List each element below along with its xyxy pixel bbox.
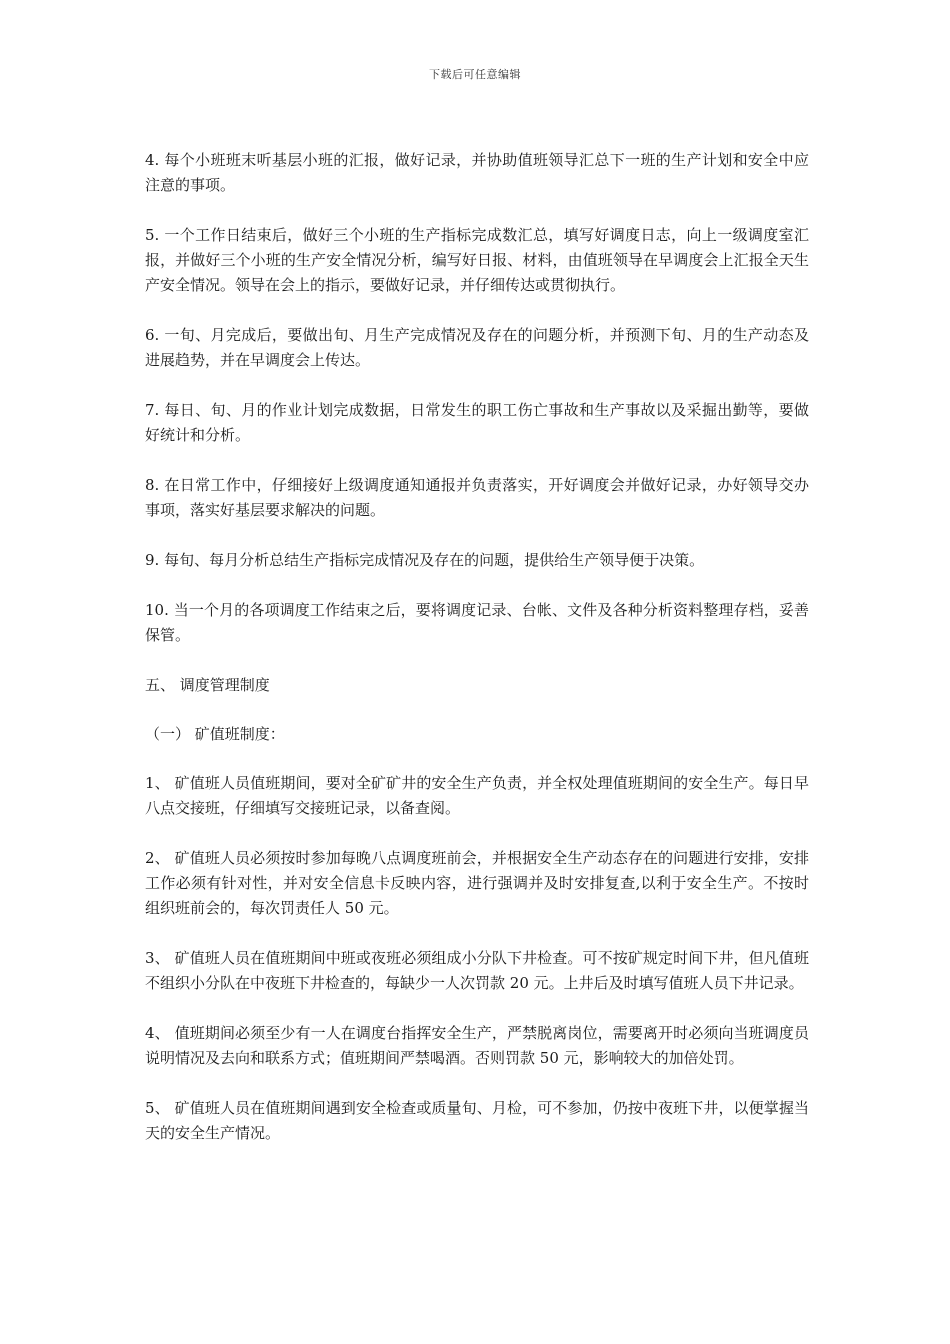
- duty-item-6: 6. 一旬、月完成后，要做出旬、月生产完成情况及存在的问题分析，并预测下旬、月的生产动态及进展趋势，并在早调度会上传达。: [145, 326, 809, 369]
- rule-item-4: 4、 值班期间必须至少有一人在调度台指挥安全生产，严禁脱离岗位，需要离开时必须向当班调度员说明情况及去向和联系方式；值班期间严禁喝酒。否则罚款 50 元，影响较大的加倍处罚。: [145, 1024, 809, 1067]
- page-header-note: 下载后可任意编辑: [429, 68, 521, 81]
- rule-item-1: 1、 矿值班人员值班期间，要对全矿矿井的安全生产负责，并全权处理值班期间的安全生产。每日早八点交接班，仔细填写交接班记录，以备查阅。: [145, 774, 809, 817]
- section-heading: 五、 调度管理制度: [145, 676, 270, 694]
- duty-item-7: 7. 每日、旬、月的作业计划完成数据，日常发生的职工伤亡事故和生产事故以及采掘出勤等，要做好统计和分析。: [145, 401, 809, 444]
- duty-item-8: 8. 在日常工作中，仔细接好上级调度通知通报并负责落实，开好调度会并做好记录，办好领导交办事项，落实好基层要求解决的问题。: [145, 476, 809, 519]
- document-body: [145, 148, 809, 1171]
- duty-item-9: 9. 每旬、每月分析总结生产指标完成情况及存在的问题，提供给生产领导便于决策。: [145, 551, 705, 569]
- rule-item-3: 3、 矿值班人员在值班期间中班或夜班必须组成小分队下井检查。可不按矿规定时间下井，但凡值班不组织小分队在中夜班下井检查的，每缺少一人次罚款 20 元。上井后及时填写值班人员下井记录。: [145, 949, 809, 992]
- rule-item-2: 2、 矿值班人员必须按时参加每晚八点调度班前会，并根据安全生产动态存在的问题进行安排，安排工作必须有针对性，并对安全信息卡反映内容，进行强调并及时安排复查,以利于安全生产。不按时组织班前会的，每次罚责任人 50 元。: [145, 849, 809, 917]
- rule-item-5: 5、 矿值班人员在值班期间遇到安全检查或质量旬、月检，可不参加，仍按中夜班下井，以便掌握当天的安全生产情况。: [145, 1099, 809, 1142]
- duty-item-5: 5. 一个工作日结束后，做好三个小班的生产指标完成数汇总，填写好调度日志，向上一级调度室汇报，并做好三个小班的生产安全情况分析，编写好日报、材料，由值班领导在早调度会上汇报全天生产安全情况。领导在会上的指示，要做好记录，并仔细传达或贯彻执行。: [145, 226, 809, 294]
- duty-item-10: 10. 当一个月的各项调度工作结束之后，要将调度记录、台帐、文件及各种分析资料整理存档，妥善保管。: [145, 601, 809, 644]
- subsection-heading: （一） 矿值班制度：: [145, 725, 285, 743]
- duty-item-4: 4. 每个小班班末听基层小班的汇报，做好记录，并协助值班领导汇总下一班的生产计划和安全中应注意的事项。: [145, 151, 809, 194]
